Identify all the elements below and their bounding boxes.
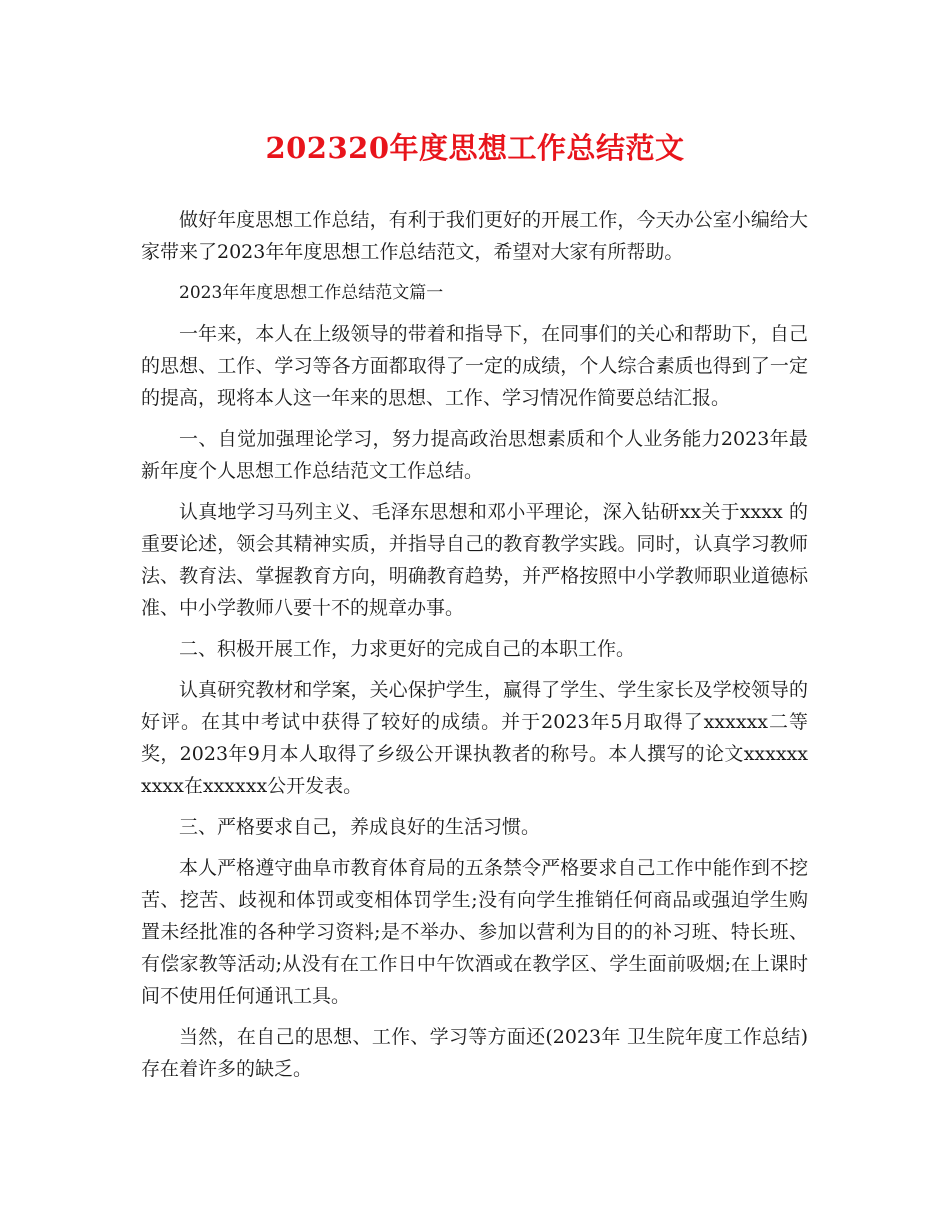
paragraph: 认真研究教材和学案，关心保护学生，赢得了学生、学生家长及学校领导的好评。在其中考试中获得了较好的成绩。并于2023年5月取得了xxxxxx二等奖，2023年9月本人取得了乡级公开课执教者的称号。本人撰写的论文xxxxxxxxxx在xxxxxx公开发表。: [141, 679, 808, 797]
paragraph: 本人严格遵守曲阜市教育体育局的五条禁令严格要求自己工作中能作到不挖苦、挖苦、歧视和体罚或变相体罚学生;没有向学生推销任何商品或强迫学生购置未经批准的各种学习资料;是不举办、参加以营利为目的的补习班、特长班、有偿家教等活动;从没有在工作日中午饮酒或在教学区、学生面前吸烟;在上课时间不使用任何通讯工具。: [141, 857, 808, 1007]
paragraph: 二、积极开展工作，力求更好的完成自己的本职工作。: [179, 638, 636, 660]
paragraph: 一年来，本人在上级领导的带着和指导下，在同事们的关心和帮助下，自己的思想、工作、学习等各方面都取得了一定的成绩，个人综合素质也得到了一定的提高，现将本人这一年来的思想、工作、学习情况作简要总结汇报。: [141, 323, 808, 409]
document-title: 202320年度思想工作总结范文: [265, 131, 685, 165]
paragraph: 三、严格要求自己，养成良好的生活习惯。: [179, 816, 541, 838]
document-body: [141, 204, 808, 1094]
paragraph: 一、自觉加强理论学习，努力提高政治思想素质和个人业务能力2023年最新年度个人思想工作总结范文工作总结。: [141, 428, 808, 482]
paragraph: 当然，在自己的思想、工作、学习等方面还(2023年 卫生院年度工作总结)存在着许多的缺乏。: [141, 1026, 808, 1080]
paragraph: 认真地学习马列主义、毛泽东思想和邓小平理论，深入钻研xx关于xxxx 的重要论述，领会其精神实质，并指导自己的教育教学实践。同时，认真学习教师法、教育法、掌握教育方向，明确教育趋势，并严格按照中小学教师职业道德标准、中小学教师八要十不的规章办事。: [141, 501, 808, 619]
paragraph-intro: 做好年度思想工作总结，有利于我们更好的开展工作，今天办公室小编给大家带来了2023年年度思想工作总结范文，希望对大家有所帮助。: [141, 209, 808, 263]
section-heading: 2023年年度思想工作总结范文篇一: [179, 283, 444, 303]
